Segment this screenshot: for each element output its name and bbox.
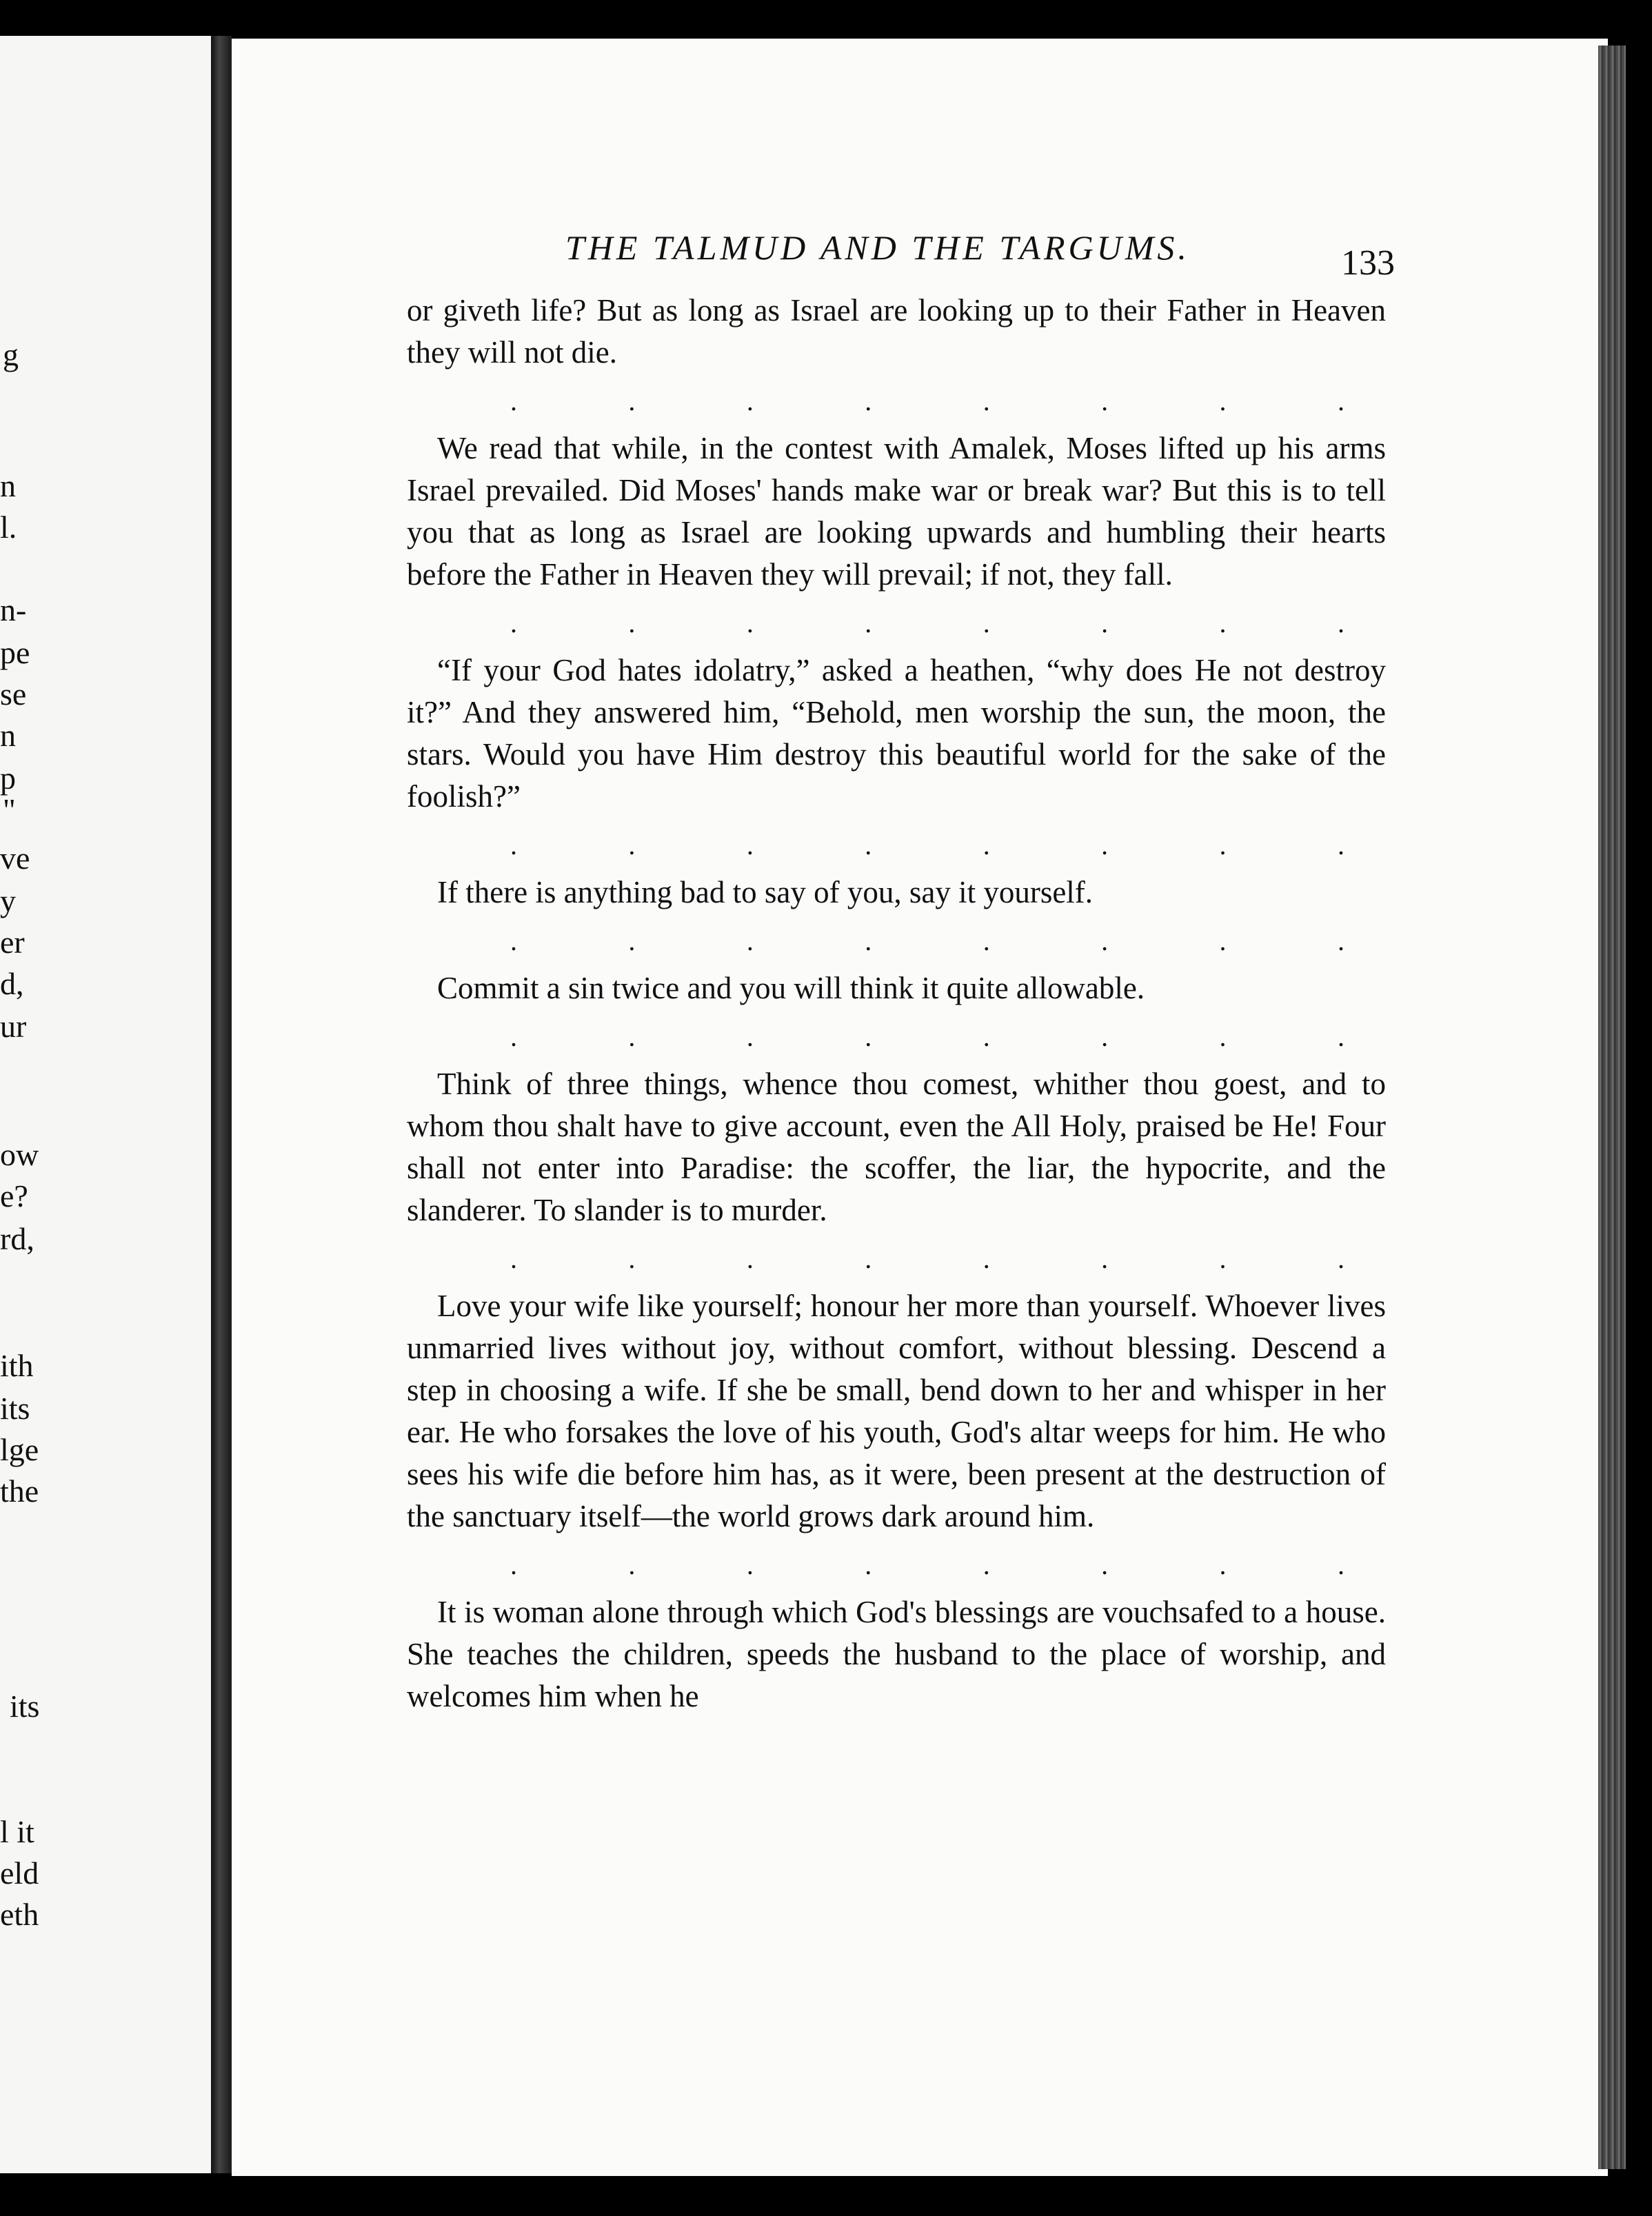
section-divider: . . . . . . . .: [510, 829, 1344, 860]
left-fragment: ur: [0, 1009, 27, 1044]
section-divider: . . . . . . . .: [510, 385, 1344, 416]
left-fragment: its: [10, 1689, 40, 1724]
section-divider: . . . . . . . .: [510, 607, 1344, 638]
running-title: THE TALMUD AND THE TARGUMS.: [565, 228, 1190, 267]
page-number: 133: [1341, 243, 1395, 283]
paragraph: It is woman alone through which God's blessings are vouchsafed to a house. She teaches the children, speeds the husband to the place of worship, and welcomes him when he: [407, 1595, 1386, 1713]
left-fragment: eld: [0, 1855, 39, 1891]
left-fragment: rd,: [0, 1221, 34, 1256]
paragraph: “If your God hates idolatry,” asked a heathen, “why does He not destroy it?” And they answered him, “Behold, men worship the sun, the moon, the stars. Would you have Him destroy this beautiful world for the sake of the foolish?”: [407, 653, 1386, 814]
left-fragment: n-: [0, 592, 27, 627]
page-edges: [1598, 46, 1626, 2169]
left-fragment: y: [0, 883, 16, 918]
left-fragment: ve: [0, 840, 30, 876]
left-fragment: e?: [0, 1178, 28, 1213]
left-fragment: p: [0, 761, 16, 796]
left-fragment: the: [0, 1473, 39, 1509]
paragraph: Love your wife like yourself; honour her more than yourself. Whoever lives unmarried lives without joy, without comfort, without blessing. Descend a step in choosing a wife. If she be small, bend down to her and whisper in her ear. He who forsakes the love of his youth, God's altar weeps for him. He who sees his wife die before him has, as it were, been present at the destruction of the sanctuary itself—the world grows dark around him.: [407, 1289, 1386, 1533]
left-fragment: d,: [0, 966, 24, 1001]
left-fragment: l.: [0, 510, 17, 545]
section-divider: . . . . . . . .: [510, 1549, 1344, 1580]
left-fragment: pe: [0, 635, 30, 670]
left-fragment: ": [3, 792, 16, 827]
left-fragment: er: [0, 925, 25, 960]
section-divider: . . . . . . . .: [510, 1242, 1344, 1274]
left-fragment: lge: [0, 1432, 39, 1467]
left-fragment: n: [0, 468, 16, 503]
left-fragment: se: [0, 676, 27, 712]
paragraph: Think of three things, whence thou comest, whither thou goest, and to whom thou shalt have to give account, even the All Holy, praised be He! Four shall not enter into Paradise: the scoffer, the liar, the hypocrite, and the slanderer. To slander is to murder.: [407, 1067, 1386, 1227]
left-fragment: ith: [0, 1348, 34, 1383]
left-facing-page: [0, 36, 223, 2173]
left-fragment: ow: [0, 1137, 39, 1172]
paragraph: If there is anything bad to say of you, say it yourself.: [437, 875, 1094, 909]
page-body: [407, 290, 1386, 1718]
paragraph: We read that while, in the contest with Amalek, Moses lifted up his arms Israel prevailed. Did Moses' hands make war or break war? But this is to tell you that as long as Israel are looking upwards and humbling their hearts before the Father in Heaven they will prevail; if not, they fall.: [407, 431, 1386, 592]
section-divider: . . . . . . . .: [510, 1020, 1344, 1052]
left-fragment: n: [0, 718, 16, 753]
left-fragment: l it: [0, 1814, 34, 1849]
section-divider: . . . . . . . .: [510, 925, 1344, 956]
paragraph: or giveth life? But as long as Israel are looking up to their Father in Heaven they will not die.: [407, 293, 1386, 370]
left-fragment: its: [0, 1391, 30, 1426]
book-gutter: [211, 36, 232, 2173]
left-fragment: eth: [0, 1897, 39, 1932]
left-fragment: g: [3, 337, 19, 372]
paragraph: Commit a sin twice and you will think it quite allowable.: [437, 971, 1145, 1005]
